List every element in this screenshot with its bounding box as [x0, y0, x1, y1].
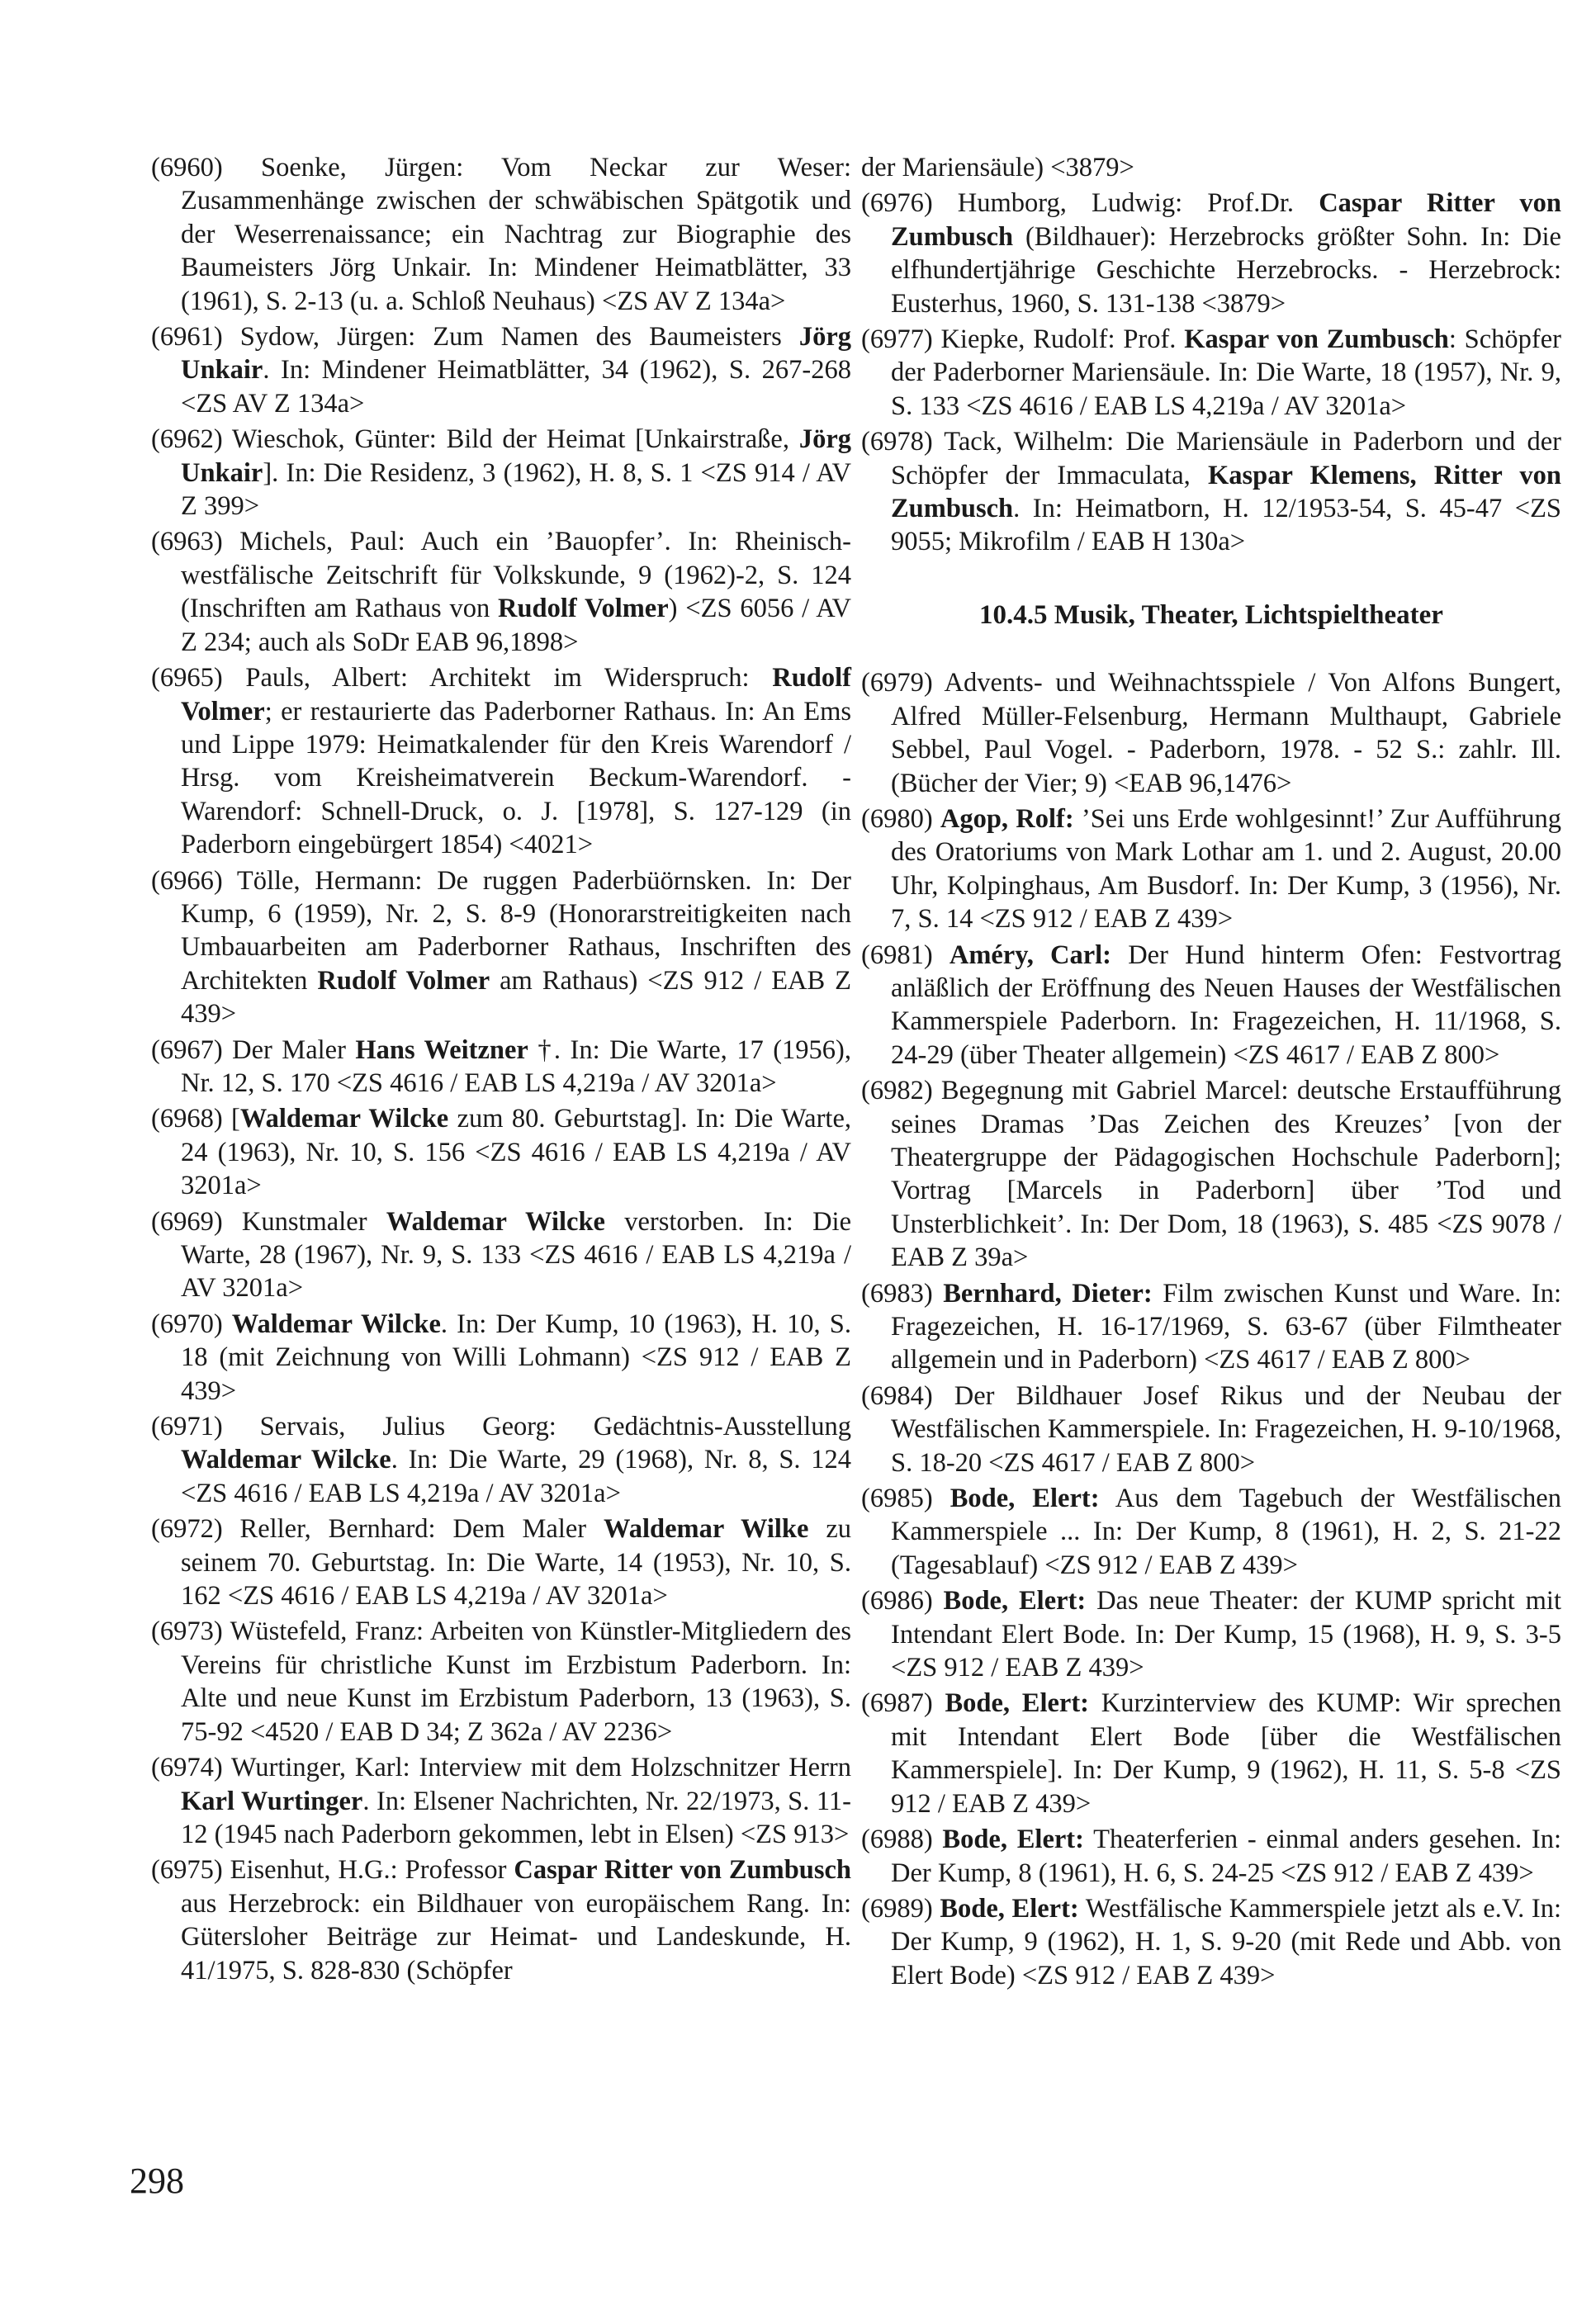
entry-bold-name: Jörg Unkair [181, 322, 851, 386]
entry-text: (6986) [861, 1586, 944, 1616]
entry-text: (6960) Soenke, Jürgen: Vom Neckar zur Weser: Zusammenhänge zwischen der schwäbischen Spätgotik und der Weserrenaissance; ein Nachtrag zur Biographie des Baumeisters Jörg Unkair. In: Mindener Heimatblätter, 33 (1961), S. 2-13 (u. a. Schloß Neuhaus) <ZS AV Z 134a> [151, 153, 851, 316]
entry-bold-name: Caspar Ritter von Zumbusch [514, 1855, 851, 1886]
entry-text: Theaterferien - einmal anders gesehen. In: Der Kump, 8 (1961), H. 6, S. 24-25 <ZS 912 / EAB Z 439> [891, 1825, 1561, 1888]
entry-bold-name: Améry, Carl: [949, 940, 1112, 970]
entry-text: Kurzinterview des KUMP: Wir sprechen mit Intendant Elert Bode [über die Westfälischen Kammerspiele]. In: Der Kump, 9 (1962), H. 11, S. 5-8 <ZS 912 / EAB Z 439> [891, 1688, 1561, 1819]
bibliography-entry [861, 323, 1561, 423]
entry-text: verstorben. In: Die Warte, 28 (1967), Nr. 9, S. 133 <ZS 4616 / EAB LS 4,219a / AV 3201a> [181, 1206, 851, 1304]
left-column [151, 151, 851, 1990]
bibliography-entry [861, 802, 1561, 936]
entry-text: (6969) Kunstmaler [151, 1206, 386, 1237]
bibliography-entry [861, 425, 1561, 559]
bibliography-entry [151, 1853, 851, 1987]
entry-bold-name: Rudolf Volmer [317, 965, 490, 996]
entry-bold-name: Bode, Elert: [950, 1484, 1100, 1514]
entry-text: . In: Mindener Heimatblätter, 34 (1962), S. 267-268 <ZS AV Z 134a> [181, 355, 851, 419]
bibliography-entry [151, 320, 851, 420]
entry-bold-name: Hans Weitzner [355, 1034, 528, 1065]
entry-text: (6967) Der Maler [151, 1034, 356, 1065]
entry-text: (6963) Michels, Paul: Auch ein ’Bauopfer’. In: Rheinisch-westfälische Zeitschrift für Volkskunde, 9 (1962)-2, S. 124 (Inschriften am Rathaus von [151, 527, 851, 624]
entry-text: (6974) Wurtinger, Karl: Interview mit dem Holzschnitzer Herrn [151, 1753, 851, 1783]
entry-text: (6975) Eisenhut, H.G.: Professor [151, 1855, 514, 1886]
bibliography-entry [151, 1034, 851, 1100]
entry-text: ; er restaurierte das Paderborner Rathaus. In: An Ems und Lippe 1979: Heimatkalender für den Kreis Warendorf / Hrsg. vom Kreisheimatverein Beckum-Warendorf. - Warendorf: Schnell-Druck, o. J. [1978], S. 127-129 (in Paderborn eingebürgert 1854) <4021> [181, 696, 851, 860]
entry-bold-name: Waldemar Wilcke [239, 1104, 449, 1134]
bibliography-entry [151, 1512, 851, 1612]
entry-text: . In: Heimatborn, H. 12/1953-54, S. 45-47 <ZS 9055; Mikrofilm / EAB H 130a> [891, 494, 1561, 557]
bibliography-entry [861, 666, 1561, 800]
bibliography-entry [151, 1308, 851, 1408]
entry-text: (6970) [151, 1309, 232, 1339]
entry-text: Westfälische Kammerspiele jetzt als e.V. In: Der Kump, 9 (1962), H. 1, S. 9-20 (mit Rede und Abb. von Elert Bode) <ZS 912 / EAB Z 439> [891, 1893, 1561, 1990]
bibliography-entry [861, 1074, 1561, 1274]
bibliography-entry [861, 1482, 1561, 1582]
entry-text: : Schöpfer der Paderborner Mariensäule. In: Die Warte, 18 (1957), Nr. 9, S. 133 <ZS 4616 / EAB LS 4,219a / AV 3201a> [891, 324, 1562, 421]
entry-bold-name: Bode, Elert: [940, 1893, 1079, 1924]
entry-text: (6988) [861, 1825, 943, 1855]
bibliography-entry-continuation [861, 151, 1561, 184]
entry-text: ]. In: Die Residenz, 3 (1962), H. 8, S. 1 <ZS 914 / AV Z 399> [181, 457, 851, 522]
bibliography-entry [151, 1102, 851, 1202]
entry-text: Der Hund hinterm Ofen: Festvortrag anläßlich der Eröffnung des Neuen Hauses der Westfälischen Kammerspiele Paderborn. In: Fragezeichen, H. 11/1968, S. 24-29 (über Theater allgemein) <ZS 4617 / EAB Z 800> [891, 940, 1561, 1070]
entry-bold-name: Kaspar von Zumbusch [1184, 324, 1449, 355]
entry-text: Aus dem Tagebuch der Westfälischen Kammerspiele ... In: Der Kump, 8 (1961), H. 2, S. 21-22 (Tagesablauf) <ZS 912 / EAB Z 439> [891, 1484, 1561, 1580]
entry-text: (6989) [861, 1893, 940, 1924]
bibliography-entry [151, 661, 851, 861]
entry-text: . In: Die Warte, 29 (1968), Nr. 8, S. 124 <ZS 4616 / EAB LS 4,219a / AV 3201a> [181, 1445, 851, 1508]
bibliography-entry [861, 1584, 1561, 1684]
entry-bold-name: Bernhard, Dieter: [943, 1278, 1153, 1309]
entry-text: (6982) Begegnung mit Gabriel Marcel: deutsche Erstaufführung seines Dramas ’Das Zeichen des Kreuzes’ [von der Theatergruppe der Pädagogischen Hochschule Paderborn]; Vortrag [Marcels in Paderborn] über ’Tod und Unsterblichkeit’. In: Der Dom, 18 (1963), S. 485 <ZS 9078 / EAB Z 39a> [861, 1076, 1561, 1273]
entry-text: (6983) [861, 1278, 944, 1309]
bibliography-entry [151, 525, 851, 659]
bibliography-entry [151, 1205, 851, 1305]
entry-text: (6981) [861, 940, 950, 970]
entry-text: am Rathaus) <ZS 912 / EAB Z 439> [181, 965, 852, 1029]
entry-text: der Mariensäule) <3879> [861, 153, 1134, 182]
bibliography-entry [861, 1687, 1561, 1820]
entry-bold-name: Rudolf Volmer [498, 594, 669, 624]
page-number: 298 [130, 2161, 184, 2201]
entry-text: †. In: Die Warte, 17 (1956), Nr. 12, S. 170 <ZS 4616 / EAB LS 4,219a / AV 3201a> [181, 1034, 851, 1098]
entry-bold-name: Jörg Unkair [181, 424, 851, 488]
entry-text: (6978) Tack, Wilhelm: Die Mariensäule in Paderborn und der Schöpfer der Immaculata, [861, 427, 1561, 490]
bibliography-entry [861, 1277, 1561, 1377]
entry-text: (6971) Servais, Julius Georg: Gedächtnis-Ausstellung [151, 1412, 851, 1442]
entry-text: (6987) [861, 1688, 945, 1719]
entry-text: (6977) Kiepke, Rudolf: Prof. [861, 324, 1185, 355]
entry-bold-name: Waldemar Wilcke [231, 1309, 441, 1339]
right-column-entries-top [861, 151, 1561, 559]
bibliography-entry [151, 423, 851, 523]
entry-text: (6965) Pauls, Albert: Architekt im Widerspruch: [151, 663, 773, 693]
entry-bold-name: Rudolf Volmer [181, 663, 851, 727]
entry-bold-name: Waldemar Wilke [604, 1514, 809, 1545]
section-heading: 10.4.5 Musik, Theater, Lichtspieltheater [979, 599, 1443, 630]
entry-bold-name: Bode, Elert: [945, 1688, 1089, 1719]
entry-text: (6984) Der Bildhauer Josef Rikus und der Neubau der Westfälischen Kammerspiele. In: Fragezeichen, H. 9-10/1968, S. 18-20 <ZS 4617 / EAB Z 800> [861, 1380, 1561, 1478]
bibliography-entry [151, 151, 851, 318]
entry-text: . In: Der Kump, 10 (1963), H. 10, S. 18 (mit Zeichnung von Willi Lohmann) <ZS 912 / EAB Z 439> [181, 1309, 851, 1406]
entry-bold-name: Caspar Ritter von Zumbusch [891, 188, 1562, 252]
entry-text: zu seinem 70. Geburtstag. In: Die Warte, 14 (1953), Nr. 10, S. 162 <ZS 4616 / EAB LS 4,219a / AV 3201a> [181, 1514, 851, 1612]
entry-text: (6961) Sydow, Jürgen: Zum Namen des Baumeisters [151, 322, 799, 353]
right-column [861, 151, 1561, 1995]
entry-text: . In: Elsener Nachrichten, Nr. 22/1973, S. 11-12 (1945 nach Paderborn gekommen, lebt in Elsen) <ZS 913> [181, 1786, 851, 1849]
entry-text: zum 80. Geburtstag]. In: Die Warte, 24 (1963), Nr. 10, S. 156 <ZS 4616 / EAB LS 4,219a / AV 3201a> [181, 1104, 851, 1201]
bibliography-entry [151, 1615, 851, 1749]
entry-text: (6973) Wüstefeld, Franz: Arbeiten von Künstler-Mitgliedern des Vereins für christliche Kunst im Erzbistum Paderborn. In: Alte und neue Kunst im Erzbistum Paderborn, 13 (1963), S. 75-92 <4520 / EAB D 34; Z 362a / AV 2236> [151, 1616, 851, 1747]
entry-text: (6968) [ [151, 1104, 240, 1134]
entry-text: Film zwischen Kunst und Ware. In: Fragezeichen, H. 16-17/1969, S. 63-67 (über Filmtheater allgemein und in Paderborn) <ZS 4617 / EAB Z 800> [891, 1278, 1561, 1375]
entry-bold-name: Waldemar Wilcke [386, 1206, 605, 1237]
bibliography-entry [151, 1410, 851, 1510]
entry-text: Das neue Theater: der KUMP spricht mit Intendant Elert Bode. In: Der Kump, 15 (1968), H. 9, S. 3-5 <ZS 912 / EAB Z 439> [891, 1586, 1561, 1683]
right-column-entries-bottom [861, 666, 1561, 1992]
entry-bold-name: Waldemar Wilcke [181, 1445, 391, 1475]
entry-text: (6985) [861, 1484, 950, 1514]
entry-bold-name: Karl Wurtinger [181, 1786, 363, 1816]
entry-text: (6980) [861, 803, 940, 834]
entry-bold-name: Bode, Elert: [942, 1825, 1084, 1855]
bibliography-entry [861, 1892, 1561, 1992]
entry-text: ) <ZS 6056 / AV Z 234; auch als SoDr EAB 96,1898> [181, 594, 851, 657]
entry-bold-name: Bode, Elert: [943, 1586, 1087, 1616]
entry-text: (6979) Advents- und Weihnachtsspiele / Von Alfons Bungert, Alfred Müller-Felsenburg, Hermann Multhaupt, Gabriele Sebbel, Paul Vogel. - Paderborn, 1978. - 52 S.: zahlr. Ill. (Bücher der Vier; 9) <EAB 96,1476> [861, 668, 1561, 798]
entry-text: ’Sei uns Erde wohlgesinnt!’ Zur Aufführung des Oratoriums von Mark Lothar am 1. und 2. August, 20.00 Uhr, Kolpinghaus, Am Busdorf. In: Der Kump, 3 (1956), Nr. 7, S. 14 <ZS 912 / EAB Z 439> [891, 803, 1561, 935]
entry-text: aus Herzebrock: ein Bildhauer von europäischem Rang. In: Gütersloher Beiträge zur Heimat- und Landeskunde, H. 41/1975, S. 828-830 (Schöpfer [181, 1888, 851, 1986]
bibliography-entry [151, 1751, 851, 1851]
entry-bold-name: Agop, Rolf: [940, 803, 1074, 834]
entry-text: (Bildhauer): Herzebrocks größter Sohn. In: Die elfhundertjährige Geschichte Herzebrocks. - Herzebrock: Eusterhus, 1960, S. 131-138 <3879> [891, 221, 1561, 319]
bibliography-entry [861, 1380, 1561, 1479]
bibliography-entry [151, 864, 851, 1031]
bibliography-entry [861, 939, 1561, 1072]
entry-text: (6976) Humborg, Ludwig: Prof.Dr. [861, 188, 1319, 219]
bibliography-entry [861, 187, 1561, 320]
entry-text: (6962) Wieschok, Günter: Bild der Heimat [Unkairstraße, [151, 424, 799, 455]
entry-text: (6966) Tölle, Hermann: De ruggen Paderbüörnsken. In: Der Kump, 6 (1959), Nr. 2, S. 8-9 (Honorarstreitigkeiten nach Umbauarbeiten am Paderborner Rathaus, Inschriften des Architekten [151, 865, 851, 996]
entry-text: (6972) Reller, Bernhard: Dem Maler [151, 1514, 604, 1545]
entry-bold-name: Kaspar Klemens, Ritter von Zumbusch [891, 460, 1561, 524]
bibliography-entry [861, 1823, 1561, 1890]
